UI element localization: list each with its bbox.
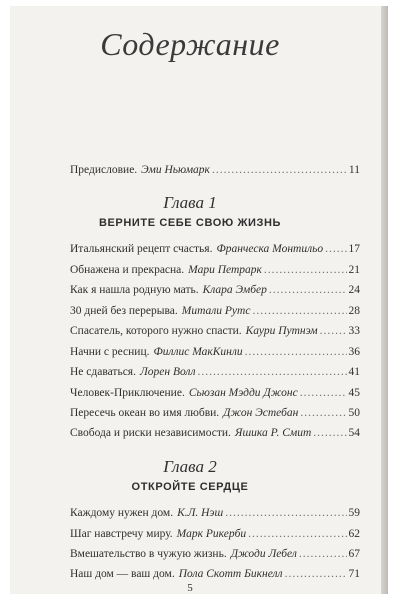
entry-author: Эми Ньюмарк — [141, 164, 210, 176]
leader-dots — [325, 242, 346, 256]
leader-dots — [299, 547, 347, 561]
entry-author: Каури Путнэм — [245, 325, 318, 337]
entry-page: 59 — [348, 507, 360, 519]
toc-entry — [70, 426, 360, 440]
entry-author: Джоди Лебел — [230, 548, 297, 560]
entry-title: Как я нашла родную мать. — [70, 284, 199, 296]
entry-author: Марк Рикерби — [176, 528, 247, 540]
leader-dots — [225, 506, 346, 520]
entry-page: 67 — [348, 548, 360, 560]
page-title: Содержание — [100, 26, 280, 62]
page-spine-shadow — [381, 6, 388, 594]
entry-title: Итальянский рецепт счастья. — [70, 243, 213, 255]
entry-title: Начни с ресниц. — [70, 346, 150, 358]
entry-title: Пересечь океан во имя любви. — [70, 407, 220, 419]
entry-page: 41 — [348, 366, 360, 378]
leader-dots — [285, 567, 347, 581]
book-page — [10, 6, 388, 594]
toc-entry — [70, 345, 360, 359]
leader-dots — [264, 263, 347, 277]
entry-author: Франческа Монтильо — [216, 243, 324, 255]
toc-entry — [70, 406, 360, 420]
entry-title: Человек-Приключение. — [70, 387, 185, 399]
leader-dots — [248, 527, 346, 541]
entry-page: 21 — [348, 264, 360, 276]
entry-author: Джон Эстебан — [223, 407, 299, 419]
entry-author: Филлис МакКинли — [153, 346, 243, 358]
leader-dots — [197, 365, 346, 379]
toc-entry — [70, 324, 360, 338]
entry-page: 62 — [348, 528, 360, 540]
leader-dots — [269, 283, 347, 297]
toc-entry — [70, 365, 360, 379]
entry-title: Вмешательство в чужую жизнь. — [70, 548, 227, 560]
leader-dots — [252, 304, 346, 318]
toc-entry — [70, 263, 360, 277]
toc-entry — [70, 527, 360, 541]
entry-page: 45 — [348, 387, 360, 399]
toc-entry — [70, 506, 360, 520]
entry-title: Не сдаваться. — [70, 366, 136, 378]
chapter-1-heading: ВЕРНИТЕ СЕБЕ СВОЮ ЖИЗНЬ — [98, 217, 282, 229]
entry-title: Обнажена и прекрасна. — [70, 264, 185, 276]
entry-author: Митали Рутс — [181, 305, 251, 317]
chapter-1-label: Глава 1 — [163, 193, 217, 212]
leader-dots — [300, 406, 346, 420]
entry-author: Яшика Р. Смит — [234, 427, 312, 439]
entry-title: Предисловие. — [70, 164, 138, 176]
entry-page: 28 — [348, 305, 360, 317]
chapter-2-label: Глава 2 — [163, 457, 217, 476]
page-number: 5 — [187, 582, 193, 594]
leader-dots — [300, 386, 347, 400]
entry-page: 24 — [348, 284, 360, 296]
toc-entry — [70, 304, 360, 318]
leader-dots — [245, 345, 347, 359]
toc-entry — [70, 547, 360, 561]
entry-title: Свобода и риски независимости. — [70, 427, 231, 439]
leader-dots — [212, 163, 347, 177]
entry-title: Спасатель, которого нужно спасти. — [70, 325, 242, 337]
entry-author: Мари Петрарк — [188, 264, 262, 276]
entry-page: 11 — [348, 164, 360, 176]
toc-entry — [70, 567, 360, 581]
entry-author: Пола Скотт Бикнелл — [178, 568, 283, 580]
entry-title: Наш дом — ваш дом. — [70, 568, 175, 580]
entry-author: Лорен Волл — [139, 366, 196, 378]
entry-page: 71 — [348, 568, 360, 580]
entry-title: 30 дней без перерыва. — [70, 305, 178, 317]
toc-entry — [70, 283, 360, 297]
entry-page: 36 — [348, 346, 360, 358]
entry-page: 50 — [348, 407, 360, 419]
entry-author: Клара Эмбер — [202, 284, 267, 296]
entry-page: 33 — [348, 325, 360, 337]
entry-title: Шаг навстречу миру. — [70, 528, 173, 540]
entry-page: 54 — [348, 427, 360, 439]
entry-title: Каждому нужен дом. — [70, 507, 174, 519]
leader-dots — [320, 324, 347, 338]
entry-author: К.Л. Нэш — [177, 507, 224, 519]
toc-entry — [70, 386, 360, 400]
toc-entry-preface — [70, 163, 360, 177]
entry-author: Сьюзан Мэдди Джонс — [188, 387, 298, 399]
entry-page: 17 — [348, 243, 360, 255]
chapter-2-heading: ОТКРОЙТЕ СЕРДЦЕ — [131, 481, 249, 493]
leader-dots — [313, 426, 346, 440]
toc-entry — [70, 242, 360, 256]
